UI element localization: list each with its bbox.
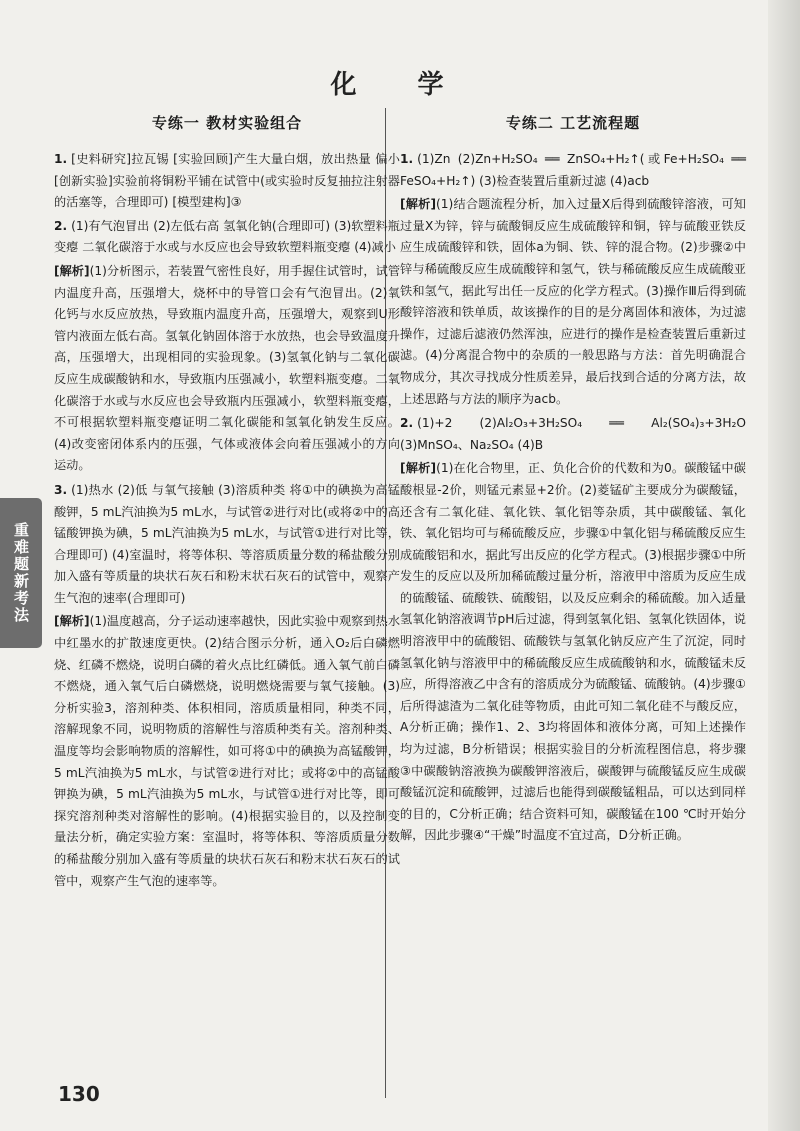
explanation-1 [400, 194, 746, 410]
item-number: 3. [54, 482, 68, 497]
answer-text: (1)Zn (2)Zn+H₂SO₄ ══ ZnSO₄+H₂↑(或Fe+H₂SO₄ ══ FeSO₄+H₂↑) (3)检查装置后重新过滤 (4)acb [400, 152, 746, 188]
item-number: 2. [400, 416, 414, 431]
answer-item-1 [400, 149, 746, 192]
explanation-text: (1)温度越高，分子运动速率越快，因此实验中观察到热水中红墨水的扩散速度更快。(2)结合图示分析，通入O₂后白磷燃烧、红磷不燃烧，说明白磷的着火点比红磷低。通入氧气前白磷不燃烧，通入氧气后白磷燃烧，说明燃烧需要与氧气接触。(3)分析实验3，溶剂种类、体积相同，溶质质量相同，种类不同，溶解现象不同，说明物质的溶解性与溶质种类有关。溶剂种类、温度等均会影响物质的溶解性，如可将①中的碘换为高锰酸钾，5 mL汽油换为5 mL水，与试管②进行对比；或将②中的高锰酸钾换为碘，5 mL汽油换为5 mL水，与试管①进行对比等，即可探究溶剂种类对溶解性的影响。(4)根据实验目的，以及控制变量法分析，确定实验方案：室温时，将等体积、等溶质质量分数的稀盐酸分别加入盛有等质量的块状石灰石和粉末状石灰石的试管中，观察产生气泡的速率等。 [54, 614, 401, 888]
explanation-3 [54, 611, 400, 892]
left-column [54, 112, 400, 895]
page-title: 化 学 [330, 70, 470, 100]
answer-text: (1)热水 (2)低 与氧气接触 (3)溶质种类 将①中的碘换为高锰酸钾，5 mL汽油换为5 mL水，与试管②进行对比(或将②中的高锰酸钾换为碘，5 mL汽油换为5 mL水，与试管①进行对比等，合理即可) (4)室温时，将等体积、等溶质质量分数的稀盐酸分别加入盛有等质量的块状石灰石和粉末状石灰石的试管中，观察产生气泡的速率(合理即可) [54, 482, 400, 605]
section-heading-right: 专练二 工艺流程题 [505, 114, 641, 132]
explanation-text: (1)在化合物里，正、负化合价的代数和为0。碳酸锰中碳酸根显-2价，则锰元素显+2价。(2)菱锰矿主要成分为碳酸锰，还含有二氧化硅、氧化铁、氧化铝等杂质，其中碳酸锰、氧化铁、氧化铝均可与稀硫酸反应，步骤①中氧化铝与稀硫酸反应生成硫酸铝和水，据此写出反应的化学方程式。(3)根据步骤①中所发生的反应以及所加稀硫酸过量分析，溶液甲中溶质为反应生成的硫酸锰、硫酸铁、硫酸铝，以及反应剩余的稀硫酸。加入适量氢氧化钠溶液调节pH后过滤，得到氢氧化铝、氢氧化铁固体，说明溶液甲中的硫酸铝、硫酸铁与氢氧化钠反应产生了沉淀，同时氢氧化钠与溶液甲中的稀硫酸反应生成硫酸钠和水，硫酸锰未反应，所得溶液乙中含有的溶质成分为硫酸锰、硫酸钠。(4)步骤①后所得滤渣为二氧化硅等物质，由此可知二氧化硅不与酸反应，A分析正确；操作1、2、3均将固体和液体分离，可知上述操作均为过滤，B分析错误；根据实验目的分析流程图信息，将步骤③中碳酸钠溶液换为碳酸钾溶液后，碳酸钾与硫酸锰反应生成碳酸锰沉淀和硫酸钾，过滤后也能得到碳酸锰粗品，可以达到同样的目的，C分析正确；结合资料可知，碳酸锰在100 ℃时开始分解，因此步骤④“干燥”时温度不宜过高，D分析正确。 [400, 461, 746, 843]
answer-item-2 [54, 216, 400, 259]
page-number: 130 [58, 1082, 100, 1106]
item-number: 1. [54, 152, 68, 166]
explanation-tag: [解析] [54, 263, 90, 278]
explanation-tag: [解析] [54, 614, 90, 629]
explanation-text: (1)结合题流程分析，加入过量X后得到硫酸锌溶液，可知过量X为锌，锌与硫酸铜反应生成硫酸锌和铜，锌与硫酸亚铁反应生成硫酸锌和铁，固体a为铜、铁、锌的混合物。(2)步骤②中锌与稀硫酸反应生成硫酸锌和氢气，铁与稀硫酸反应生成硫酸亚铁和氢气，据此写出任一反应的化学方程式。(3)操作Ⅲ后得到硫酸锌溶液和铁单质，故该操作的目的是分离固体和液体，为过滤操作，过滤后滤液仍然浑浊，应进行的操作是检查装置后重新过滤。(4)分离混合物中的杂质的一般思路与方法：首先明确混合物成分，其次寻找成分性质差异，最后找到合适的分离方法，故上述思路与方法的顺序为acb。 [400, 197, 746, 406]
answer-text: (1)+2 (2)Al₂O₃+3H₂SO₄ ══ Al₂(SO₄)₃+3H₂O (3)MnSO₄、Na₂SO₄ (4)B [400, 416, 746, 452]
answer-item-3 [54, 480, 400, 610]
answer-item-2 [400, 413, 746, 456]
explanation-tag: [解析] [400, 197, 437, 212]
section-heading-left: 专练一 教材实验组合 [151, 114, 303, 132]
answer-item-1 [54, 149, 400, 214]
item-number: 1. [400, 152, 414, 166]
explanation-2 [54, 261, 400, 477]
page-edge-shadow [768, 0, 800, 1131]
answer-text: [史料研究]拉瓦锡 [实验回顾]产生大量白烟，放出热量 偏小 [创新实验]实验前将铜粉平铺在试管中(或实验时反复抽拉注射器的活塞等，合理即可) [模型建构]③ [54, 152, 400, 210]
side-section-tab: 重难题新考法 [0, 498, 42, 648]
right-column [400, 112, 746, 850]
item-number: 2. [54, 218, 68, 233]
explanation-text: (1)分析图示，若装置气密性良好，用手握住试管时，试管内温度升高，压强增大，烧杯中的导管口会有气泡冒出。(2)氧化钙与水反应放热，导致瓶内温度升高，压强增大，观察到U形管内液面左低右高。氢氧化钠固体溶于水放热，也会导致温度升高，压强增大，出现相同的实验现象。(3)氢氧化钠与二氧化碳反应生成碳酸钠和水，导致瓶内压强减小，软塑料瓶变瘪。二氧化碳溶于水或与水反应也会导致瓶内压强减小，软塑料瓶变瘪，不可根据软塑料瓶变瘪证明二氧化碳能和氢氧化钠发生反应。(4)改变密闭体系内的压强，气体或液体会向着压强减小的方向运动。 [54, 263, 401, 473]
answer-text: (1)有气泡冒出 (2)左低右高 氢氧化钠(合理即可) (3)软塑料瓶变瘪 二氧化碳溶于水或与水反应也会导致软塑料瓶变瘪 (4)减小 [54, 218, 400, 255]
explanation-tag: [解析] [400, 461, 437, 476]
explanation-2 [400, 458, 746, 847]
